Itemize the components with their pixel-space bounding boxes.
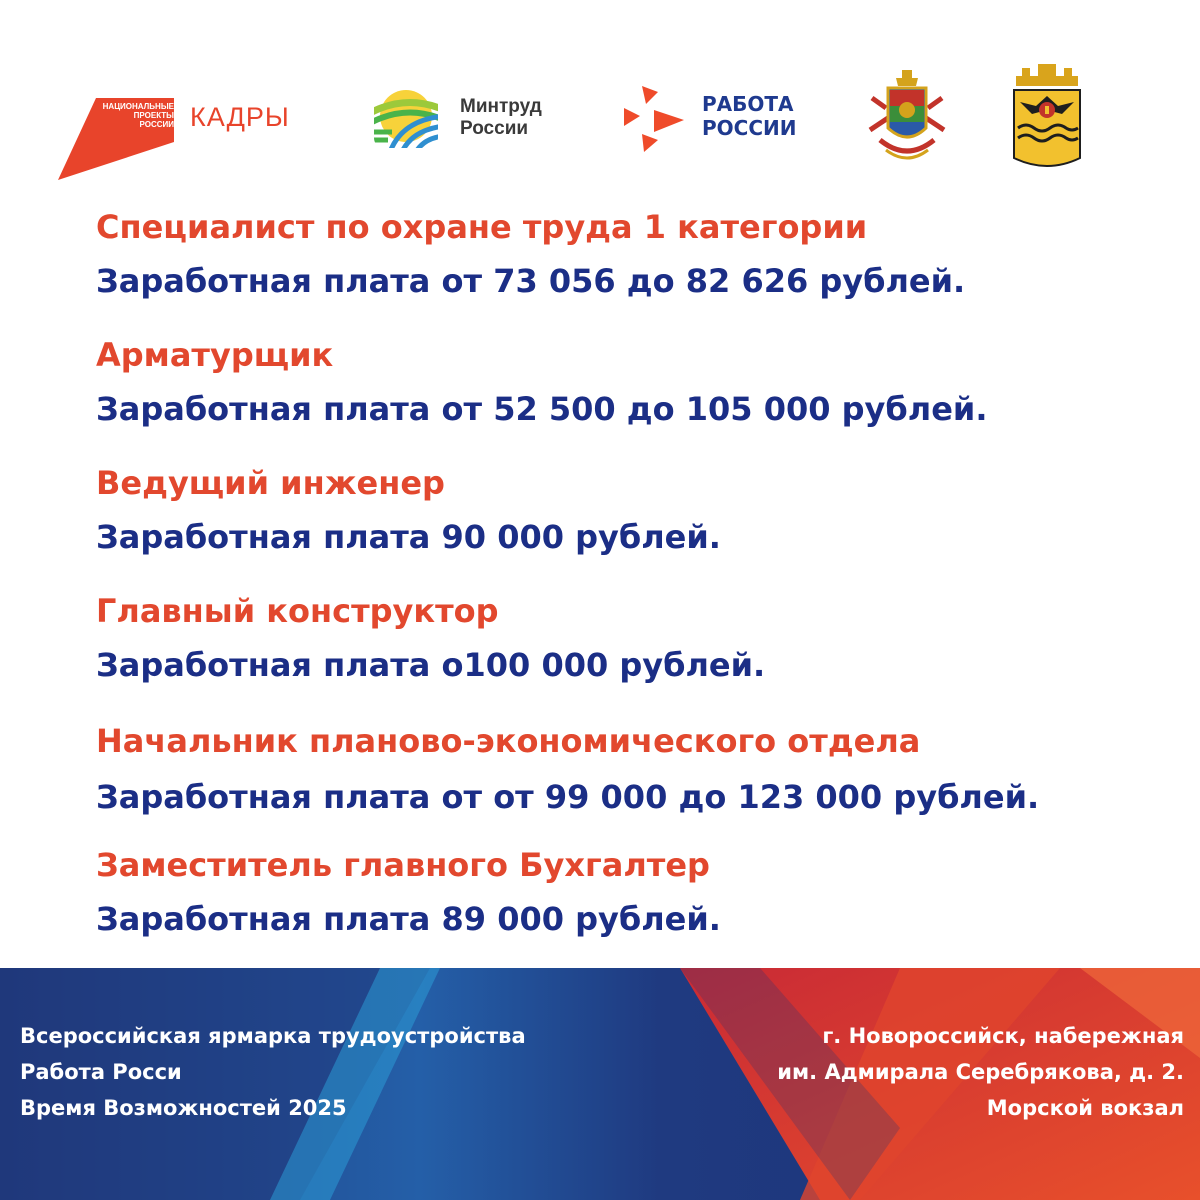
novorossiysk-coat-of-arms-icon (1012, 62, 1082, 174)
vacancy-title: Ведущий инженер (96, 464, 445, 502)
vacancy-salary: Заработная плата от 52 500 до 105 000 рублей. (96, 390, 988, 428)
rabota-rossii-logo (620, 82, 820, 154)
vacancy-salary: Заработная плата о100 000 рублей. (96, 646, 766, 684)
rabota-rossii-label: РАБОТА РОССИИ (702, 92, 797, 140)
address-line-1: г. Новороссийск, набережная (822, 1024, 1184, 1048)
rabota-rossii-emblem-icon (620, 82, 692, 154)
mintrud-label: Минтруд России (460, 96, 542, 139)
event-name: Всероссийская ярмарка трудоустройства (20, 1024, 526, 1048)
vacancy-title: Начальник планово-экономического отдела (96, 722, 921, 760)
event-tagline: Время Возможностей 2025 (20, 1096, 347, 1120)
vacancy-salary: Заработная плата от 73 056 до 82 626 рублей. (96, 262, 966, 300)
address-line-3: Морской вокзал (986, 1096, 1184, 1120)
vacancy-item (96, 588, 1156, 718)
vacancy-item (96, 204, 1156, 332)
address-line-2: им. Адмирала Серебрякова, д. 2. (777, 1060, 1184, 1084)
kadry-label: КАДРЫ (190, 102, 290, 132)
kadry-logo (58, 98, 308, 180)
event-info (20, 1018, 526, 1126)
logo-bar (0, 0, 1200, 190)
vacancy-salary: Заработная плата 90 000 рублей. (96, 518, 721, 556)
national-projects-text: НАЦИОНАЛЬНЫЕ ПРОЕКТЫ РОССИИ (102, 102, 174, 129)
vacancy-salary: Заработная плата от от 99 000 до 123 000 рублей. (96, 778, 1040, 816)
vacancy-list (96, 204, 1156, 970)
event-address (777, 1018, 1184, 1126)
vacancy-item (96, 718, 1156, 842)
krasnodar-coat-of-arms-icon (866, 70, 948, 166)
event-subtitle: Работа Росси (20, 1060, 182, 1084)
footer-banner (0, 968, 1200, 1200)
vacancy-salary: Заработная плата 89 000 рублей. (96, 900, 721, 938)
mintrud-emblem-icon (372, 80, 444, 152)
vacancy-item (96, 332, 1156, 460)
mintrud-logo (372, 80, 572, 152)
vacancy-item (96, 460, 1156, 588)
vacancy-title: Заместитель главного Бухгалтер (96, 846, 710, 884)
vacancy-title: Специалист по охране труда 1 категории (96, 208, 868, 246)
vacancy-item (96, 842, 1156, 970)
vacancy-title: Арматурщик (96, 336, 334, 374)
vacancy-title: Главный конструктор (96, 592, 499, 630)
